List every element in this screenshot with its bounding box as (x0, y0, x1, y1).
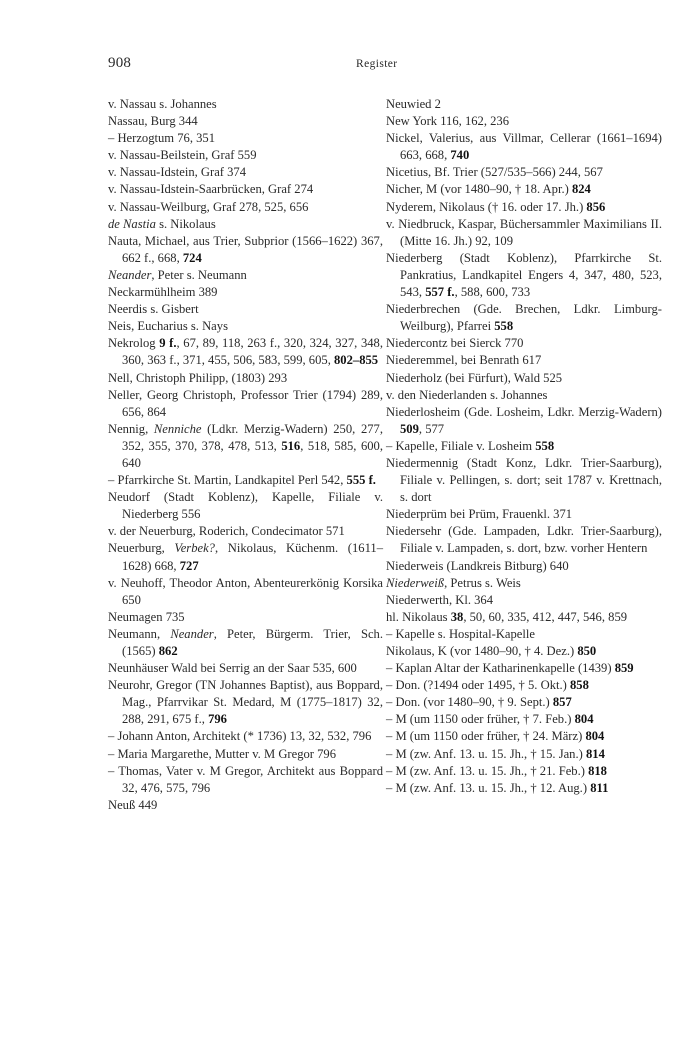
index-entry: – M (zw. Anf. 13. u. 15. Jh., † 12. Aug.) 811 (386, 780, 609, 795)
index-entry: – M (zw. Anf. 13. u. 15. Jh., † 15. Jan.) 814 (386, 746, 605, 761)
index-entry: Nickel, Valerius, aus Villmar, Cellerar (1661–1694) 663, 668, 740 (386, 131, 662, 163)
index-entry: – Thomas, Vater v. M Gregor, Architekt aus Boppard 32, 476, 575, 796 (108, 763, 383, 795)
index-entry: Nicher, M (vor 1480–90, † 18. Apr.) 824 (386, 182, 591, 197)
index-column-right (386, 96, 662, 797)
index-entry: – Pfarrkirche St. Martin, Landkapitel Perl 542, 555 f. (108, 473, 376, 488)
index-entry: Neis, Eucharius s. Nays (108, 319, 228, 334)
index-entry: – Kaplan Altar der Katharinenkapelle (1439) 859 (386, 661, 634, 676)
index-entry: Niederweis (Landkreis Bitburg) 640 (386, 558, 569, 573)
index-entry: Niederberg (Stadt Koblenz), Pfarrkirche St. Pankratius, Landkapitel Engers 4, 347, 480, 523, 543, 557 f., 588, 600, 733 (386, 250, 662, 300)
index-entry: Neller, Georg Christoph, Professor Trier (1794) 289, 656, 864 (108, 387, 383, 419)
running-head: Register (356, 58, 398, 70)
index-entry: Niederemmel, bei Benrath 617 (386, 353, 542, 368)
index-entry: – M (um 1150 oder früher, † 24. März) 804 (386, 729, 605, 744)
index-entry: Nauta, Michael, aus Trier, Subprior (1566–1622) 367, 662 f., 668, 724 (108, 233, 383, 265)
index-entry: Neunhäuser Wald bei Serrig an der Saar 535, 600 (108, 661, 357, 676)
index-column-left (108, 96, 383, 814)
index-entry: hl. Nikolaus 38, 50, 60, 335, 412, 447, 546, 859 (386, 609, 628, 624)
index-entry: – M (zw. Anf. 13. u. 15. Jh., † 21. Feb.) 818 (386, 763, 607, 778)
index-entry: v. Nassau-Beilstein, Graf 559 (108, 148, 257, 163)
index-entry: Neerdis s. Gisbert (108, 302, 199, 317)
index-entry: v. Nassau-Idstein, Graf 374 (108, 165, 247, 180)
index-entry: Niedermennig (Stadt Konz, Ldkr. Trier-Saarburg), Filiale v. Pellingen, s. dort; seit 1787 v. Krettnach, s. dort (386, 455, 662, 505)
index-entry: – Maria Margarethe, Mutter v. M Gregor 796 (108, 746, 337, 761)
index-entry: Niederweiß, Petrus s. Weis (386, 575, 521, 590)
index-entry: Nyderem, Nikolaus († 16. oder 17. Jh.) 856 (386, 199, 606, 214)
index-entry: v. Nassau-Idstein-Saarbrücken, Graf 274 (108, 182, 314, 197)
index-entry: Niederbrechen (Gde. Brechen, Ldkr. Limburg-Weilburg), Pfarrei 558 (386, 302, 662, 334)
index-entry: Nassau, Burg 344 (108, 114, 198, 129)
index-entry: v. Neuhoff, Theodor Anton, Abenteurerkönig Korsika 650 (108, 575, 383, 607)
index-entry: Neander, Peter s. Neumann (108, 267, 247, 282)
index-entry: – Don. (vor 1480–90, † 9. Sept.) 857 (386, 695, 572, 710)
index-entry: Neumagen 735 (108, 609, 185, 624)
index-entry: – Kapelle s. Hospital-Kapelle (386, 626, 535, 641)
index-entry: – Johann Anton, Architekt (* 1736) 13, 32, 532, 796 (108, 729, 372, 744)
index-entry: – Herzogtum 76, 351 (108, 131, 216, 146)
index-entry: Niedercontz bei Sierck 770 (386, 336, 524, 351)
index-entry: Neckarmühlheim 389 (108, 285, 218, 300)
index-entry: Neuwied 2 (386, 97, 441, 111)
index-entry: Neuß 449 (108, 797, 158, 812)
index-entry: v. Niedbruck, Kaspar, Büchersammler Maximilians II. (Mitte 16. Jh.) 92, 109 (386, 216, 662, 248)
index-entry: Nikolaus, K (vor 1480–90, † 4. Dez.) 850 (386, 644, 597, 658)
page-number: 908 (108, 55, 132, 71)
index-entry: Niederlosheim (Gde. Losheim, Ldkr. Merzig-Wadern) 509, 577 (386, 404, 662, 436)
index-entry: Neuerburg, Verbek?, Nikolaus, Küchenm. (1611–1628) 668, 727 (108, 541, 383, 573)
index-entry: Nennig, Nenniche (Ldkr. Merzig-Wadern) 250, 277, 352, 355, 370, 378, 478, 513, 516, 518, 585, 600, 640 (108, 421, 384, 470)
index-entry: v. der Neuerburg, Roderich, Condecimator 571 (108, 524, 345, 539)
index-entry: – Kapelle, Filiale v. Losheim 558 (386, 438, 555, 453)
index-entry: New York 116, 162, 236 (386, 114, 510, 129)
index-entry: Nekrolog 9 f., 67, 89, 118, 263 f., 320, 324, 327, 348, 360, 363 f., 371, 455, 506, 583, 599, 605, 802–855 (108, 336, 384, 368)
index-entry: – Don. (?1494 oder 1495, † 5. Okt.) 858 (386, 678, 589, 693)
index-entry: v. Nassau s. Johannes (108, 97, 217, 111)
index-entry: Neurohr, Gregor (TN Johannes Baptist), aus Boppard, Mag., Pfarrvikar St. Medard, M (1775–1817) 32, 288, 291, 675 f., 796 (108, 678, 383, 727)
index-entry: Neumann, Neander, Peter, Bürgerm. Trier, Sch. (1565) 862 (108, 626, 383, 658)
index-entry: de Nastia s. Nikolaus (108, 216, 216, 231)
index-entry: Niederwerth, Kl. 364 (386, 592, 494, 607)
index-entry: – M (um 1150 oder früher, † 7. Feb.) 804 (386, 712, 594, 727)
index-entry: v. Nassau-Weilburg, Graf 278, 525, 656 (108, 199, 309, 214)
index-entry: Niedersehr (Gde. Lampaden, Ldkr. Trier-Saarburg), Filiale v. Lampaden, s. dort, bzw. vorher Hentern (386, 524, 662, 556)
index-entry: v. den Niederlanden s. Johannes (386, 387, 548, 402)
index-entry: Niederprüm bei Prüm, Frauenkl. 371 (386, 507, 573, 522)
index-entry: Nell, Christoph Philipp, (1803) 293 (108, 370, 288, 385)
index-entry: Nicetius, Bf. Trier (527/535–566) 244, 567 (386, 165, 603, 180)
index-entry: Niederholz (bei Fürfurt), Wald 525 (386, 370, 563, 385)
index-entry: Neudorf (Stadt Koblenz), Kapelle, Filiale v. Niederberg 556 (108, 490, 383, 522)
